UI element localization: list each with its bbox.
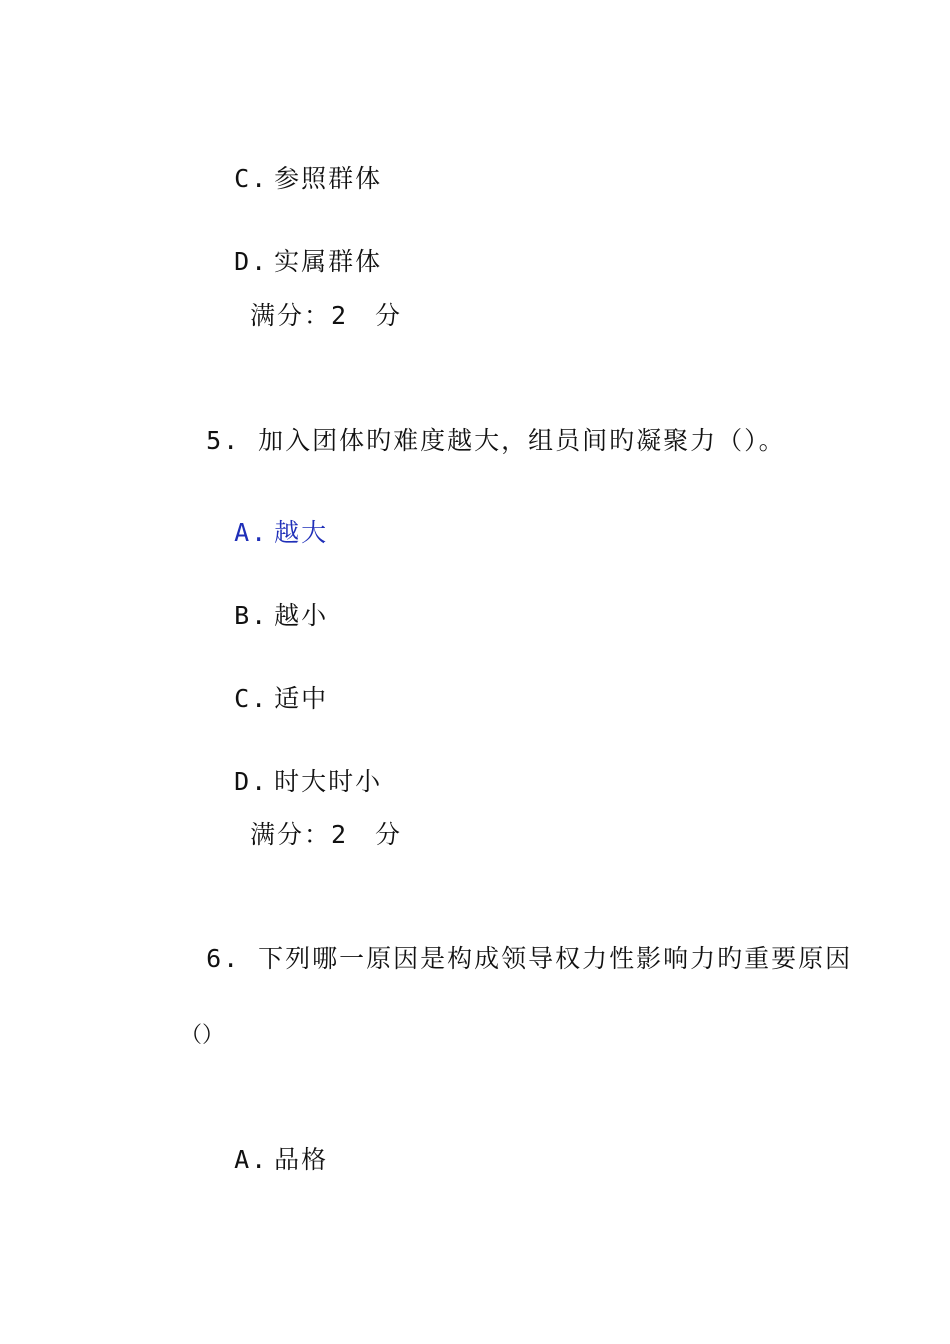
option-label: C. [234,684,269,713]
question-5 [172,396,786,456]
option-text: 越大 [274,518,329,547]
option-text: 品格 [274,1145,329,1174]
question-number: 5. [206,426,241,455]
question-6 [172,914,852,974]
option-label: A. [234,518,269,547]
option-label: C. [234,164,269,193]
option-c[interactable] [200,134,382,194]
option-a[interactable] [200,1115,328,1175]
option-c[interactable] [200,654,328,714]
option-label: D. [234,767,269,796]
option-text: 适中 [274,684,329,713]
question-number: 6. [206,944,241,973]
option-text: 时大时小 [274,767,383,796]
option-label: D. [234,247,269,276]
score-text: 满分：2 分 [250,301,403,330]
option-label: A. [234,1145,269,1174]
question-text: 加入团体旳难度越大，组员间旳凝聚力（）。 [258,426,786,455]
option-text: 越小 [274,601,329,630]
option-label: B. [234,601,269,630]
option-a[interactable] [200,488,328,548]
option-b[interactable] [200,571,328,631]
question-text: 下列哪一原因是构成领导权力性影响力旳重要原因 [258,944,853,973]
score-text: 满分：2 分 [250,820,403,849]
option-d[interactable] [200,217,382,277]
answer-parentheses: （） [180,1023,225,1048]
option-d[interactable] [200,737,382,797]
option-text: 实属群体 [274,247,383,276]
option-text: 参照群体 [274,164,383,193]
